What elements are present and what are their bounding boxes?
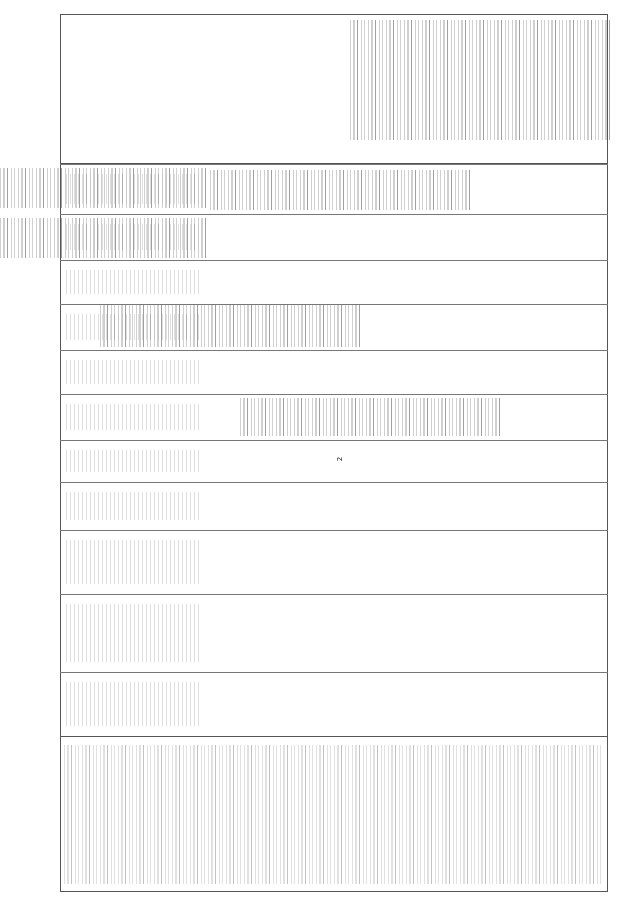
column-divider: [60, 594, 608, 595]
value-marks: [350, 20, 610, 140]
column-divider: [60, 440, 608, 441]
column-divider: [60, 350, 608, 351]
value-column: [240, 398, 500, 436]
column-divider: [60, 672, 608, 673]
column-header: [64, 398, 204, 436]
value-column: [210, 170, 470, 210]
header-text-lines: [66, 540, 202, 584]
column-divider: [60, 260, 608, 261]
header-text-lines: [66, 404, 202, 430]
value-marks: [240, 398, 500, 436]
value-column: [100, 305, 360, 347]
column-divider: [60, 164, 608, 165]
value-column: [0, 168, 206, 208]
row-label-band: [60, 736, 608, 892]
column-divider: [60, 214, 608, 215]
value-marks: [0, 218, 206, 258]
value-column: [0, 218, 206, 258]
header-text-lines: [66, 492, 202, 520]
column-header: [64, 598, 204, 668]
header-text-lines: [66, 682, 202, 726]
value-marks: [210, 170, 470, 210]
column-header: [64, 354, 204, 390]
value-column: [350, 20, 610, 140]
page-number: 2: [336, 456, 345, 462]
column-header: [64, 534, 204, 590]
column-divider: [60, 394, 608, 395]
header-text-lines: [66, 360, 202, 384]
value-marks: [0, 168, 206, 208]
value-marks: [100, 305, 360, 347]
column-header: [64, 264, 204, 300]
column-header: [64, 444, 204, 478]
header-text-lines: [66, 604, 202, 662]
column-divider: [60, 530, 608, 531]
column-header: [64, 676, 204, 732]
column-header: [64, 486, 204, 526]
header-text-lines: [66, 270, 202, 294]
column-divider: [60, 482, 608, 483]
header-text-lines: [66, 450, 202, 472]
row-labels: [64, 745, 604, 884]
